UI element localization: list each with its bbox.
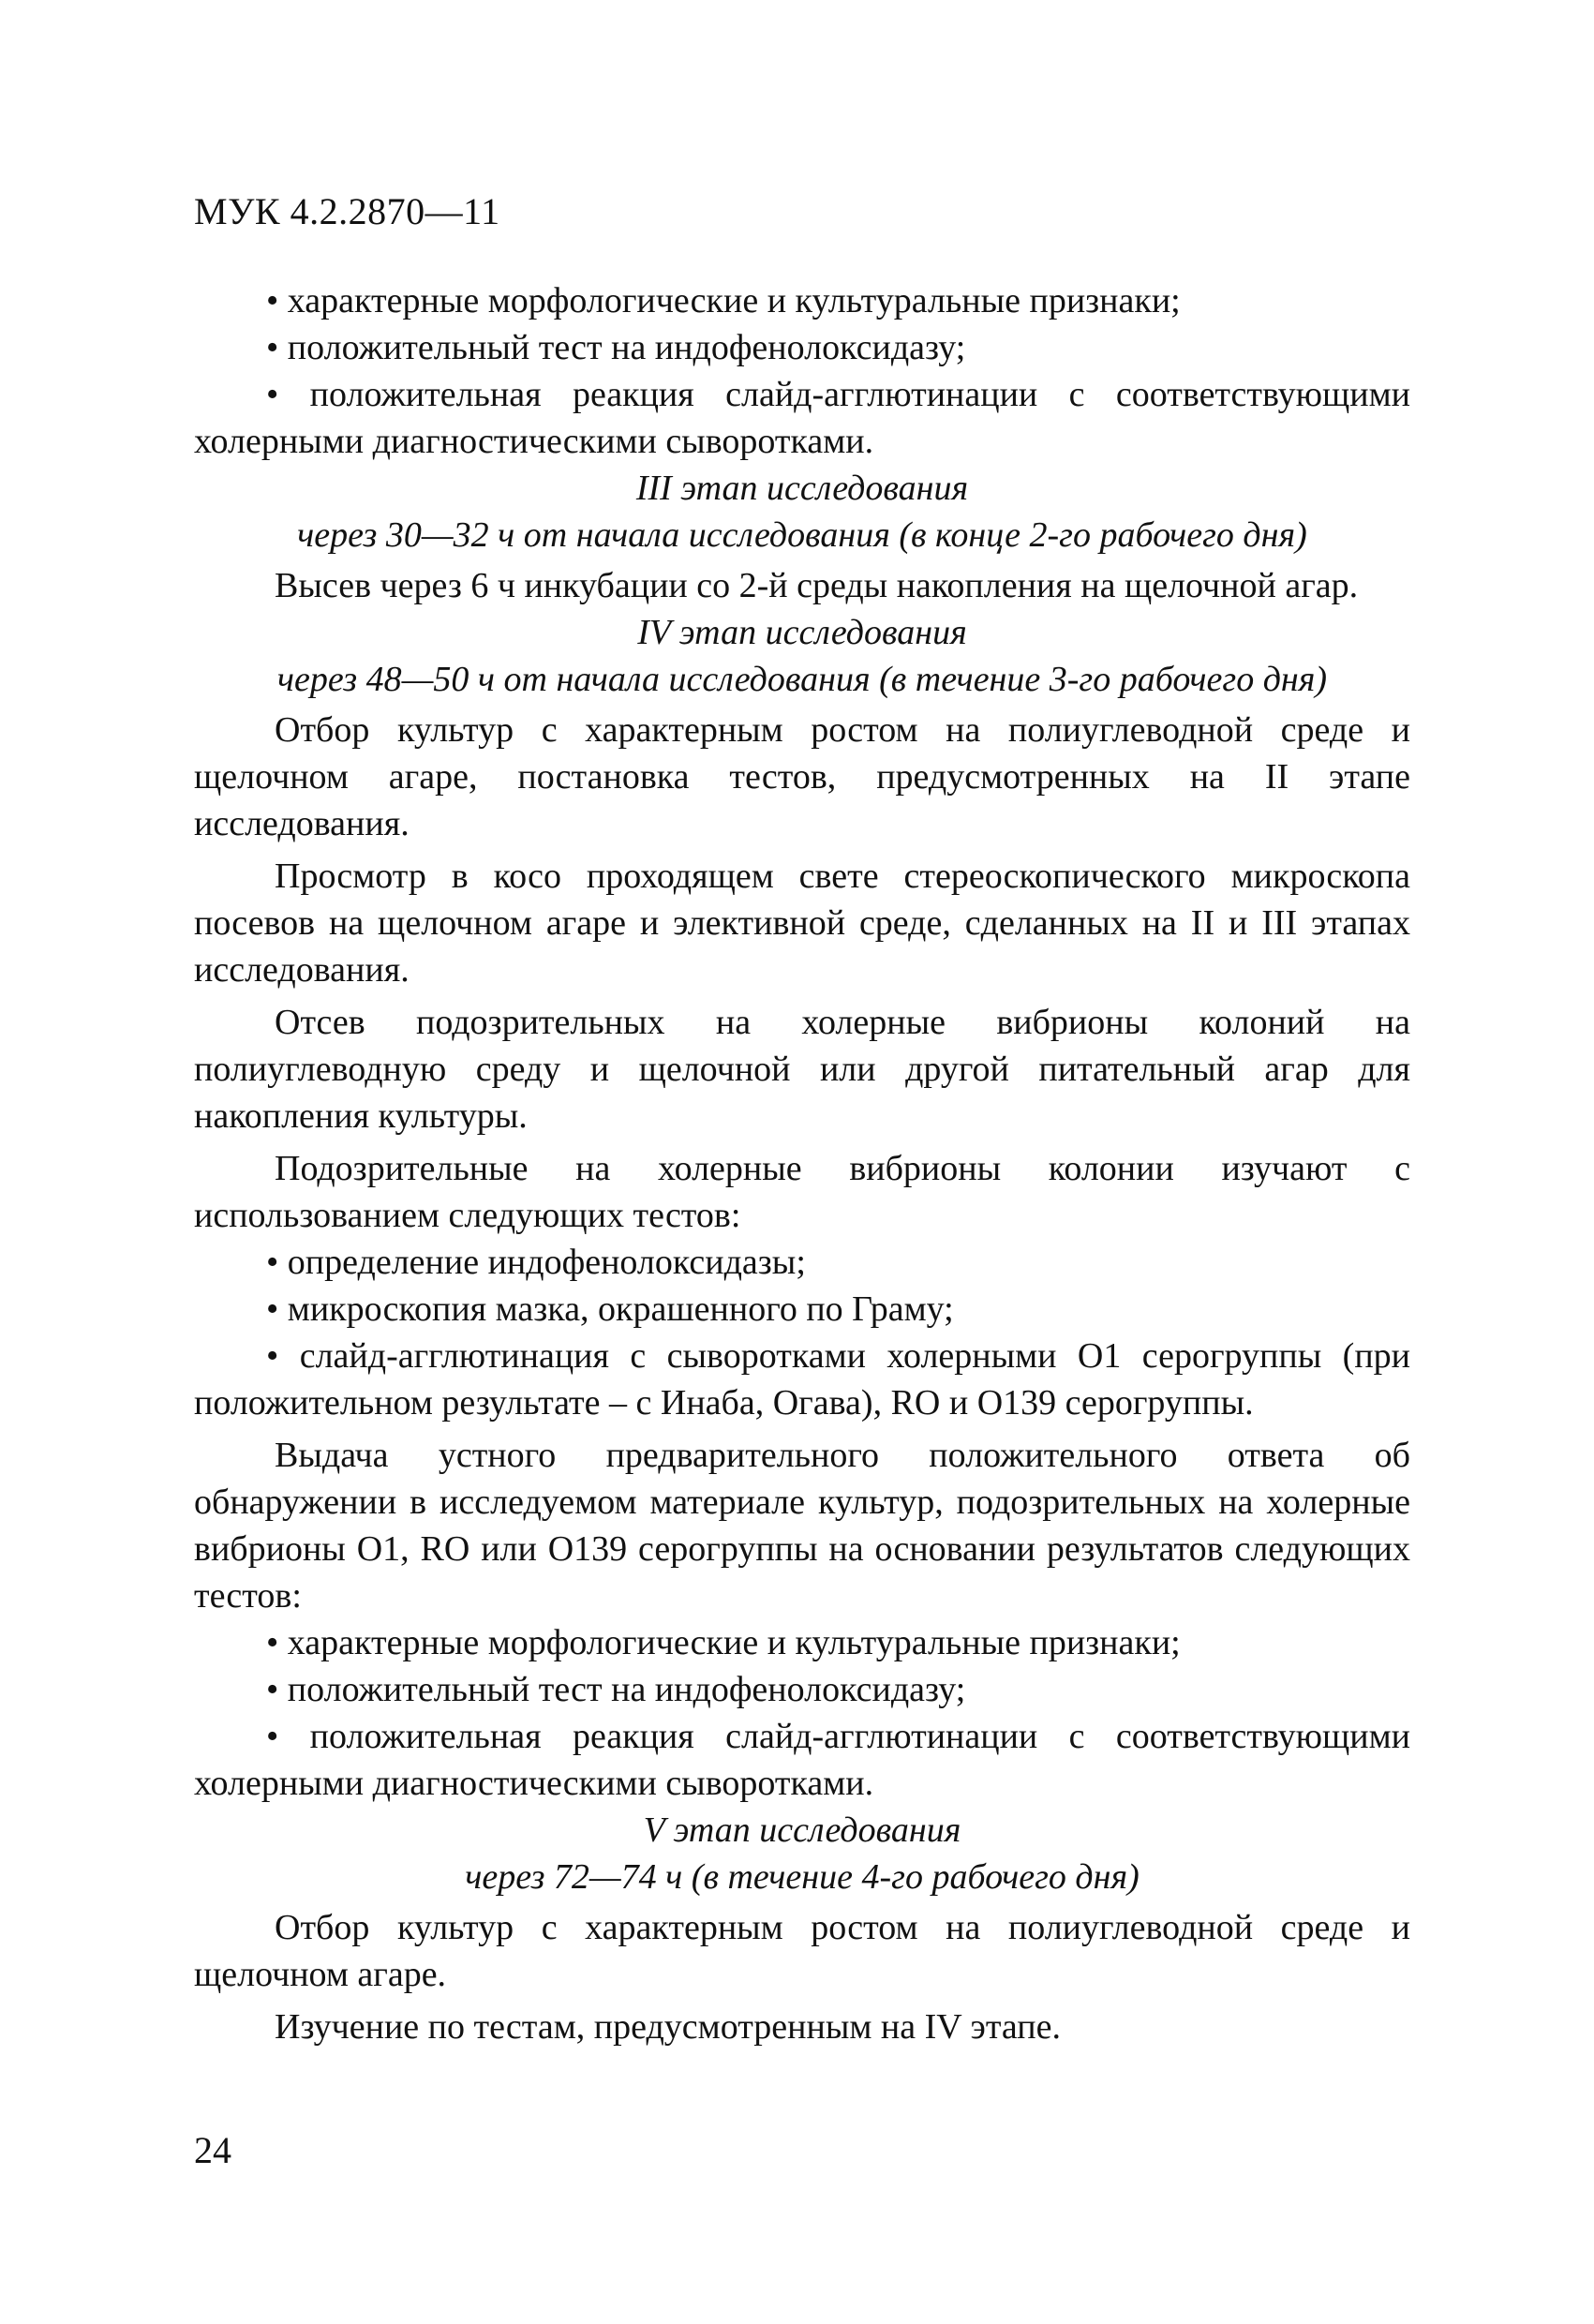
stage-3-title: III этап исследования	[635, 469, 969, 508]
para-study-tests: Изучение по тестам, предусмотренным на IV этапе.	[275, 2007, 1061, 2047]
para-microscope-view: Просмотр в косо проходящем свете стереоскопического микроскопа посевов на щелочном агаре и элективной среде, сделанных на II и III этапах исследования.	[194, 857, 1410, 990]
para-culture-selection-2: Отбор культур с характерным ростом на полиуглеводной среде и щелочном агаре.	[194, 1908, 1410, 1994]
bullet-indophenol-2: • положительный тест на индофенолоксидазу;	[266, 1670, 966, 1709]
bullet-indophenol-determination: • определение индофенолоксидазы;	[266, 1243, 806, 1282]
bullet-morphology-2: • характерные морфологические и культуральные признаки;	[266, 1623, 1181, 1662]
stage-4-title: IV этап исследования	[637, 613, 967, 652]
bullet-indophenol-1: • положительный тест на индофенолоксидазу;	[266, 328, 966, 367]
page-number: 24	[194, 2129, 231, 2171]
bullet-slide-agglutination: • слайд-агглютинация с сыворотками холерными O1 серогруппы (при положительном результате – с Инаба, Огава), RO и O139 серогруппы.	[194, 1336, 1410, 1423]
page-body	[194, 277, 1410, 2050]
bullet-agglutination-2: • положительная реакция слайд-агглютинации с соответствующими холерными диагностическими сыворотками.	[194, 1717, 1410, 1803]
para-preliminary-answer: Выдача устного предварительного положительного ответа об обнаружении в исследуемом материале культур, подозрительных на холерные вибрионы O1, RO или O139 серогруппы на основании результатов следующих тестов:	[194, 1436, 1410, 1616]
para-seeding: Высев через 6 ч инкубации со 2-й среды накопления на щелочной агар.	[275, 566, 1359, 605]
document-code-header: МУК 4.2.2870—11	[194, 190, 500, 232]
stage-3-timing: через 30—32 ч от начала исследования (в конце 2-го рабочего дня)	[297, 515, 1307, 555]
para-culture-selection: Отбор культур с характерным ростом на полиуглеводной среде и щелочном агаре, постановка тестов, предусмотренных на II этапе исследования.	[194, 710, 1410, 843]
stage-4-timing: через 48—50 ч от начала исследования (в течение 3-го рабочего дня)	[276, 660, 1328, 699]
stage-5-timing: через 72—74 ч (в течение 4-го рабочего дня)	[465, 1857, 1140, 1897]
para-subculture: Отсев подозрительных на холерные вибрионы колоний на полиуглеводную среду и щелочной или другой питательный агар для накопления культуры.	[194, 1003, 1410, 1136]
bullet-morphology-1: • характерные морфологические и культуральные признаки;	[266, 281, 1181, 320]
stage-5-title: V этап исследования	[643, 1810, 961, 1850]
para-suspicious-colonies: Подозрительные на холерные вибрионы колонии изучают с использованием следующих тестов:	[194, 1149, 1410, 1235]
bullet-gram-microscopy: • микроскопия мазка, окрашенного по Граму;	[266, 1289, 954, 1329]
bullet-agglutination-1: • положительная реакция слайд-агглютинации с соответствующими холерными диагностическими сыворотками.	[194, 375, 1410, 461]
